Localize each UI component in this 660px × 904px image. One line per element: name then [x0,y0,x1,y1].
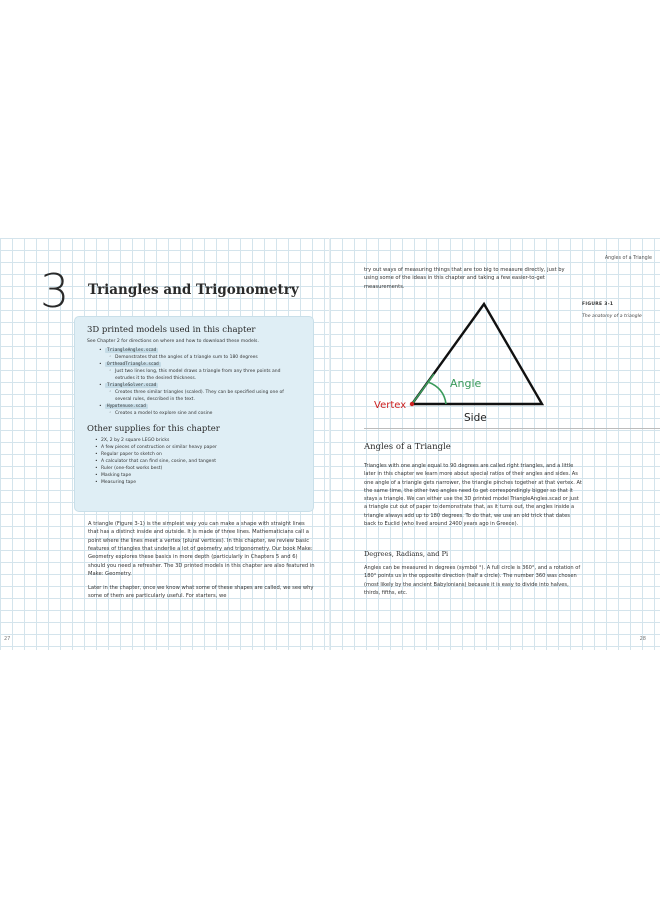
list-item: • Regular paper to sketch on [87,452,301,459]
list-item [87,404,301,411]
angle-pointer [412,374,434,404]
vertex-label: Vertex [374,400,407,411]
model-filename: TriangleSolver.scad [107,382,157,388]
model-filename: Hypotenuse.scad [107,403,146,409]
chapter-title: Triangles and Trigonometry [88,282,299,298]
angle-label: Angle [450,377,482,390]
list-item: • A few pieces of construction or similar heavy paper [87,445,301,452]
supplies-heading: Other supplies for this chapter [87,423,220,434]
supplies-list [87,438,301,487]
list-item: • 2X, 2 by 2 square LEGO bricks [87,438,301,445]
list-item: • Measuring tape [87,480,301,487]
model-filename: OrtheadTriangle.scad [107,361,159,367]
list-item: • Masking tape [87,473,301,480]
models-sidebar-box [74,316,314,512]
left-page [0,238,330,650]
top-paragraph: try out ways of measuring things that are too big to measure directly, just by using some of the ideas in this chapter and taking a few easier-to-get measurements. [364,267,565,290]
box-intro: See Chapter 2 for directions on where and how to download these models. [87,339,259,344]
page-number-right: 28 [639,636,646,642]
page-number-left: 27 [4,636,11,642]
vertex-dot [410,402,414,406]
list-item: • Ruler (one-foot works best) [87,466,301,473]
list-item: ◦ Just two lines long, this model draws a triangle from any three points and extrudes it to the desired thickness. [87,369,301,383]
box-heading: 3D printed models used in this chapter [87,325,256,335]
right-page [330,238,660,650]
section-heading: Angles of a Triangle [364,442,451,452]
section-divider [364,428,660,429]
list-item [87,348,301,355]
chapter-number: 3 [40,264,70,318]
body-paragraph-1: A triangle (Figure 3-1) is the simplest way you can make a shape with straight lines that has a distinct inside and outside. It is made of three lines. Mathematicians call a point where the lines meet a vertex (plural vertices). In this chapter, we review basic features of triangles that underlie a lot of geometry and trigonometry. Our book Make: Geometry explores these basics in more depth (particularly in Chapters 5 and 6) should you need a refresher. The 3D printed models in this chapter are also featured in Make: Geometry. [88,521,315,577]
side-label: Side [464,412,487,424]
triangle-figure [374,296,562,428]
list-item [87,383,301,390]
list-item: • A calculator that can find sine, cosine, and tangent [87,459,301,466]
book-spread [0,238,660,650]
model-filename: TriangleAngles.scad [107,348,157,353]
list-item [87,362,301,369]
models-list [87,348,301,418]
angle-arc [428,382,446,404]
section-paragraph: Triangles with one angle equal to 90 degrees are called right triangles, and a little later in this chapter we learn more about special ratios of their angles and sides. As one angle of a triangle gets narrower, the triangle pinches together at that vertex. At the same time, the other two angles need to get correspondingly bigger so that it stays a triangle. We can either use the 3D printed model TriangleAngles.scad or just a triangle cut out of paper to demonstrate that, as it turns out, the angles inside a triangle always add up to 180 degrees. To do that, we use an old trick that dates back to Euclid (who lived around 2400 years ago in Greece). [364,463,582,527]
triangle-diagram [374,296,562,428]
figure-caption: The anatomy of a triangle [582,314,642,319]
body-paragraph-2: Later in the chapter, once we know what some of these shapes are called, we see why some of them are particularly useful. For starters, we [88,585,314,600]
subsection-paragraph: Angles can be measured in degrees (symbol °). A full circle is 360°, and a rotation of 180° points us in the opposite direction (half a circle). The number 360 was chosen (most likely by the ancient Babylonians) because it is easy to divide into halves, thirds, fifths, etc. [364,565,581,596]
running-head: Angles of a Triangle [604,256,652,261]
list-item: ◦ Demonstrates that the angles of a triangle sum to 180 degrees [87,355,301,362]
list-item: ◦ Creates a model to explore sine and cosine [87,411,301,418]
list-item: ◦ Creates three similar triangles (scaled). They can be specified using one of several rules, described in the text. [87,390,301,404]
figure-label: FIGURE 3-1 [582,302,614,307]
subsection-heading: Degrees, Radians, and Pi [364,550,449,558]
